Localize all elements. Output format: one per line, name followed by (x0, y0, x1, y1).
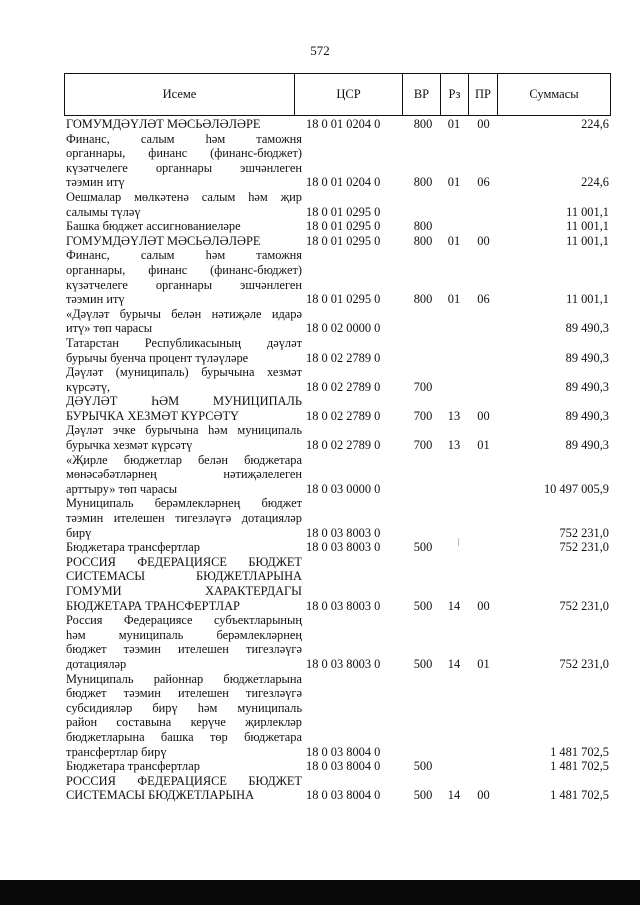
header-name: Исеме (65, 74, 295, 115)
row-pr: 00 (477, 598, 490, 613)
row-name (64, 307, 302, 336)
row-name (64, 336, 302, 365)
row-csr: 18 0 03 8003 0 (306, 540, 381, 555)
row-name-line: ГОМУМДӘҮЛӘТ МӘСЬӘЛӘЛӘРЕ (66, 117, 261, 131)
row-csr: 18 0 02 2789 0 (306, 408, 381, 423)
row-name-line: тәэмин итү (66, 292, 125, 307)
row-vr: 700 (413, 408, 433, 423)
row-sum: 224,6 (581, 117, 609, 131)
row-name (64, 759, 302, 774)
scan-mark (458, 538, 459, 546)
page-number: 572 (310, 43, 330, 58)
row-name-line: трансфертлар бирү (66, 744, 167, 759)
table-row (64, 453, 611, 497)
table-row (64, 394, 611, 423)
row-name (64, 613, 302, 671)
row-name-line: органнары, финанс (финанс-бюджет) (66, 146, 302, 161)
row-sum: 89 490,3 (565, 350, 609, 365)
table-row (64, 190, 611, 219)
row-name-line: бирү (66, 525, 92, 540)
row-name-line: күзәтчелеге органнары эшчәнлеген (66, 160, 302, 175)
table-row (64, 117, 611, 132)
row-name-line: Дәүләт эчке бурычына һәм муниципаль (66, 423, 302, 438)
row-sum: 89 490,3 (565, 379, 609, 394)
row-csr: 18 0 02 2789 0 (306, 379, 381, 394)
header-rz: Рз (441, 74, 469, 115)
row-csr: 18 0 02 2789 0 (306, 438, 381, 453)
row-csr: 18 0 03 8003 0 (306, 656, 381, 671)
row-name (64, 248, 302, 306)
row-rz: 14 (447, 598, 461, 613)
row-name-line: Оешмалар мөлкәтенә салым һәм җир (66, 189, 302, 204)
row-csr: 18 0 01 0204 0 (306, 117, 381, 131)
row-pr: 00 (477, 408, 490, 423)
row-name (64, 190, 302, 219)
row-csr: 18 0 01 0204 0 (306, 175, 381, 190)
row-csr: 18 0 03 0000 0 (306, 481, 381, 496)
row-name (64, 394, 302, 423)
row-sum: 1 481 702,5 (550, 788, 609, 803)
table-row (64, 496, 611, 540)
row-name-line: бурычка хезмәт күрсәтү (66, 438, 193, 453)
row-name (64, 423, 302, 452)
row-sum: 752 231,0 (559, 656, 609, 671)
row-name-line: Дәүләт (муниципаль) бурычына хезмәт (66, 365, 302, 380)
row-vr: 500 (413, 540, 433, 555)
row-name (64, 132, 302, 190)
header-csr: ЦСР (295, 74, 403, 115)
row-csr: 18 0 01 0295 0 (306, 292, 381, 307)
row-name-line: Россия Федерациясе субъектларының (66, 613, 302, 628)
row-pr: 00 (477, 788, 490, 803)
table-row (64, 774, 611, 803)
row-sum: 11 001,1 (566, 292, 609, 307)
row-sum: 752 231,0 (559, 540, 609, 555)
table-row (64, 759, 611, 774)
row-name (64, 540, 302, 555)
row-sum: 1 481 702,5 (550, 759, 609, 774)
table-row (64, 672, 611, 760)
row-name-line: Башка бюджет ассигнованиеләре (66, 219, 241, 234)
row-csr: 18 0 01 0295 0 (306, 233, 381, 248)
row-vr: 700 (413, 379, 433, 394)
table-row (64, 219, 611, 234)
row-csr: 18 0 02 2789 0 (306, 350, 381, 365)
row-name-line: Муниципаль берәмлекләрнең бюджет (66, 496, 302, 511)
row-vr: 500 (413, 598, 433, 613)
row-name-line: район составына керүче җирлекләр (66, 715, 302, 730)
row-name-line: Бюджетара трансфертлар (66, 540, 200, 555)
row-vr: 800 (413, 117, 433, 131)
row-name (64, 555, 302, 613)
table-row (64, 336, 611, 365)
row-name-line: органнары, финанс (финанс-бюджет) (66, 262, 302, 277)
row-name-line: дотацияләр (66, 656, 127, 671)
row-name (64, 234, 302, 249)
row-name-line: арттыру» төп чарасы (66, 481, 178, 496)
table-row (64, 234, 611, 249)
row-csr: 18 0 03 8003 0 (306, 525, 381, 540)
row-sum: 11 001,1 (566, 219, 609, 234)
scan-border (0, 880, 640, 905)
row-name-line: БЮДЖЕТАРА ТРАНСФЕРТЛАР (66, 598, 240, 613)
row-name (64, 219, 302, 234)
row-name-line: РОССИЯ ФЕДЕРАЦИЯСЕ БЮДЖЕТ (66, 773, 302, 788)
row-vr: 500 (413, 759, 433, 774)
row-rz: 13 (447, 438, 461, 453)
row-pr: 00 (477, 117, 490, 131)
row-sum: 752 231,0 (559, 525, 609, 540)
row-sum: 11 001,1 (566, 204, 609, 219)
table-row (64, 248, 611, 306)
row-name-line: бюджетларына башка төр бюджетара (66, 729, 302, 744)
row-pr: 01 (477, 438, 490, 453)
row-rz: 01 (447, 117, 461, 131)
row-name-line: бюджет тәэмин ителешен тигезләүгә (66, 642, 302, 657)
row-name-line: һәм муниципаль берәмлекләрнең (66, 627, 302, 642)
row-name-line: салымы түләү (66, 204, 141, 219)
row-rz: 13 (447, 408, 461, 423)
row-rz: 14 (447, 788, 461, 803)
row-vr: 800 (413, 292, 433, 307)
row-rz: 01 (447, 175, 461, 190)
row-sum: 89 490,3 (565, 321, 609, 336)
row-sum: 89 490,3 (565, 408, 609, 423)
row-name (64, 453, 302, 497)
row-vr: 500 (413, 656, 433, 671)
row-pr: 00 (477, 233, 490, 248)
row-sum: 1 481 702,5 (550, 744, 609, 759)
row-name-line: субсидияләр бирү һәм муниципаль (66, 700, 302, 715)
row-csr: 18 0 03 8004 0 (306, 744, 381, 759)
row-csr: 18 0 03 8004 0 (306, 759, 381, 774)
row-name-line: күзәтчелеге органнары эшчәнлеген (66, 277, 302, 292)
row-sum: 10 497 005,9 (543, 481, 609, 496)
row-name-line: СИСТЕМАСЫ БЮДЖЕТЛАРЫНА (66, 788, 255, 803)
table-row (64, 365, 611, 394)
table-row (64, 132, 611, 190)
row-name-line: Финанс, салым һәм таможня (66, 248, 302, 263)
header-pr: ПР (469, 74, 498, 115)
table-header (64, 73, 611, 116)
header-vr: ВР (403, 74, 441, 115)
row-sum: 89 490,3 (565, 438, 609, 453)
row-name-line: Муниципаль районнар бюджетларына (66, 671, 302, 686)
row-name-line: ГОМУМИ ХАРАКТЕРДАГЫ (66, 584, 302, 598)
row-csr: 18 0 03 8003 0 (306, 598, 381, 613)
row-name-line: «Җирле бюджетлар белән бюджетара (66, 452, 302, 467)
row-name (64, 117, 302, 132)
table-row (64, 613, 611, 671)
row-name-line: мөнәсәбәтләрнең нәтиҗәлелеген (66, 467, 302, 482)
table-row (64, 423, 611, 452)
row-name-line: итү» төп чарасы (66, 321, 153, 336)
row-vr: 800 (413, 233, 433, 248)
table-row (64, 307, 611, 336)
row-name-line: «Дәүләт бурычы белән нәтиҗәле идарә (66, 306, 302, 321)
row-name (64, 365, 302, 394)
row-name-line: РОССИЯ ФЕДЕРАЦИЯСЕ БЮДЖЕТ (66, 554, 302, 569)
row-name-line: Татарстан Республикасының дәүләт (66, 335, 302, 350)
row-vr: 500 (413, 788, 433, 803)
row-name-line: тәэмин ителешен тигезләүгә дотацияләр (66, 511, 302, 526)
row-name (64, 672, 302, 760)
row-name-line: күрсәтү, (66, 379, 111, 394)
row-csr: 18 0 01 0295 0 (306, 204, 381, 219)
row-name-line: тәэмин итү (66, 175, 125, 190)
table-row (64, 555, 611, 613)
header-sum: Суммасы (529, 87, 579, 101)
row-name (64, 496, 302, 540)
row-sum: 752 231,0 (559, 598, 609, 613)
row-name-line: ДӘҮЛӘТ ҺӘМ МУНИЦИПАЛЬ (66, 394, 302, 409)
row-pr: 01 (477, 656, 490, 671)
row-name-line: СИСТЕМАСЫ БЮДЖЕТЛАРЫНА (66, 569, 302, 584)
row-name-line: Финанс, салым һәм таможня (66, 131, 302, 146)
row-csr: 18 0 03 8004 0 (306, 788, 381, 803)
row-rz: 14 (447, 656, 461, 671)
row-sum: 224,6 (581, 175, 609, 190)
row-name-line: Бюджетара трансфертлар (66, 759, 200, 774)
row-rz: 01 (447, 233, 461, 248)
row-vr: 800 (413, 219, 433, 234)
row-csr: 18 0 02 0000 0 (306, 321, 381, 336)
row-name-line: бурычы буенча процент түләүләре (66, 350, 249, 365)
row-vr: 700 (413, 438, 433, 453)
row-name-line: бюджет тәэмин ителешен тигезләүгә (66, 686, 302, 701)
table-row (64, 540, 611, 555)
row-name (64, 774, 302, 803)
row-name-line: ГОМУМДӘҮЛӘТ МӘСЬӘЛӘЛӘРЕ (66, 233, 261, 248)
row-csr: 18 0 01 0295 0 (306, 219, 381, 234)
row-pr: 06 (477, 175, 490, 190)
row-pr: 06 (477, 292, 490, 307)
row-vr: 800 (413, 175, 433, 190)
row-sum: 11 001,1 (566, 233, 609, 248)
table-body (64, 117, 611, 803)
row-name-line: БУРЫЧКА ХЕЗМӘТ КҮРСӘТҮ (66, 408, 240, 423)
row-rz: 01 (447, 292, 461, 307)
